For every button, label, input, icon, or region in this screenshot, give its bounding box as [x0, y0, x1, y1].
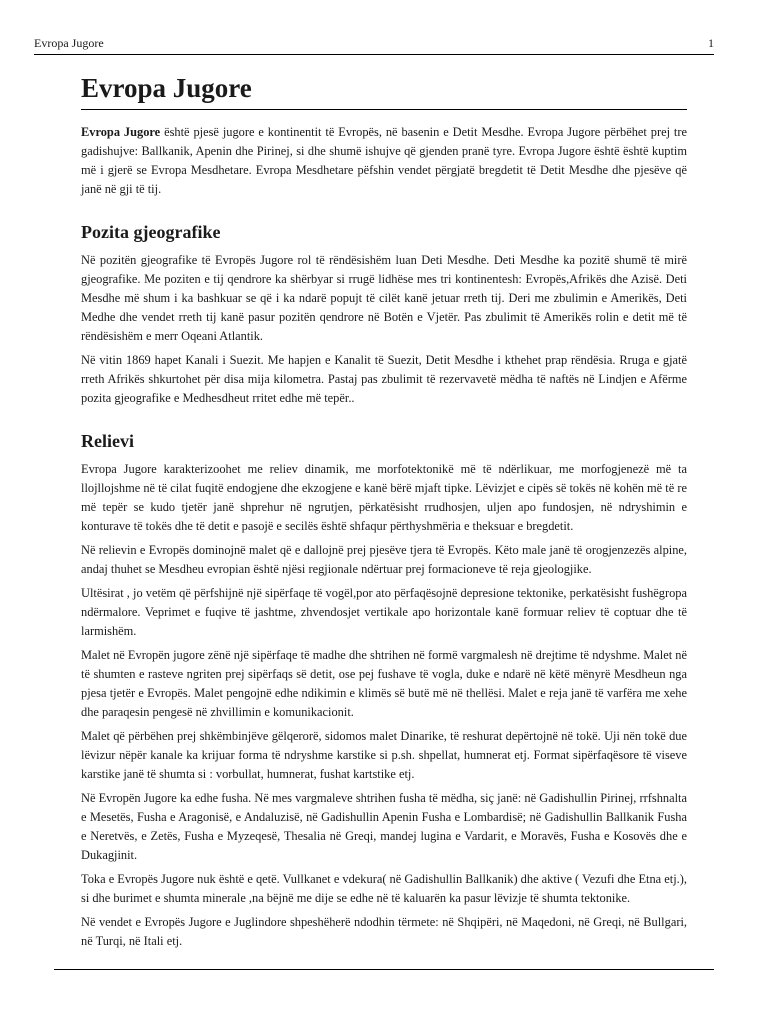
article-body: [81, 70, 687, 956]
running-header: [34, 36, 714, 55]
intro-bold-term: Evropa Jugore: [81, 125, 161, 139]
footer-rule: [54, 969, 714, 970]
relievi-paragraph-8: Në vendet e Evropës Jugore e Juglindore shpeshëherë ndodhin tërmete: në Shqipëri, në Maqedoni, në Greqi, në Bullgari, në Turqi, në Itali etj.: [81, 915, 687, 948]
running-header-title: Evropa Jugore: [34, 36, 104, 50]
relievi-paragraph-4: Malet në Evropën jugore zënë një sipërfaqe të madhe dhe shtrihen në formë vargmalesh në drejtime të ndyshme. Malet në të shumten e rasteve ngriten prej sipërfaqs së detit, ose pej fushave të vogla, duke e ndarë në këtë mënyrë Mesdheun nga pjesa tjetër e Evropës. Malet pengojnë edhe ndikimin e klimës së butë më në thellësi. Malet e reja janë të varfëra me xehe dhe paraqesin pengesë në zhvillimin e komunikacionit.: [81, 648, 687, 719]
pozita-paragraph-2: Në vitin 1869 hapet Kanali i Suezit. Me hapjen e Kanalit të Suezit, Detit Mesdhe i kthehet prap rëndësia. Rruga e gjatë rreth Afrikës shkurtohet për disa mija kilometra. Pastaj pas zbulimit të rezervavetë mëdha të naftës në Lindjen e Afërme pozita gjeografike e Medhesdheut rritet edhe më tepër..: [81, 353, 687, 405]
page-number: 1: [708, 36, 714, 50]
section-heading-relievi: Relievi: [81, 431, 134, 451]
relievi-paragraph-2: Në relievin e Evropës dominojnë malet që e dallojnë prej pjesëve tjera të Evropës. Këto male janë të orogjenzezës alpine, andaj thuhet se Mesdheu evropian është njësi regjionale ndërtuar prej formacioneve të reja gjeologjike.: [81, 543, 687, 576]
relievi-paragraph-3: Ultësirat , jo vetëm që përfshijnë një sipërfaqe të vogël,por ato përfaqësojnë depresione tektonike, perkatësisht fushëgropa ndërmalore. Veprimet e fuqive të jashtme, zhvendosjet vertikale apo horizontale kanë formuar reliev të coptuar dhe të larmishëm.: [81, 586, 687, 638]
relievi-paragraph-7: Toka e Evropës Jugore nuk është e qetë. Vullkanet e vdekura( në Gadishullin Ballkanik) dhe aktive ( Vezufi dhe Etna etj.), si dhe burimet e shumta minerale ,na bëjnë me dije se edhe në të kaluarën ka pasur lëvizje të shumta tektonike.: [81, 872, 687, 905]
pozita-paragraph-1: Në pozitën gjeografike të Evropës Jugore rol të rëndësishëm luan Deti Mesdhe. Deti Mesdhe ka pozitë shumë të mirë gjeografike. Me poziten e tij qendrore ka shërbyar si rrugë lidhëse mes tri kontinentesh: Evropës,Afrikës dhe Azisë. Deti Mesdhe më shum i ka bashkuar se që i ka ndarë popujt të cilët kanë jetuar rreth tij. Deri me zbulimin e Amerikës, Deti Medhe dhe vendet rreth tij kanë pasur pozitën qendrore në Botën e Vjetër. Pas zbulimit të Amerikës rolin e detit më të rëndësishëm e merr Oqeani Atlantik.: [81, 253, 687, 343]
intro-paragraph: [81, 123, 687, 199]
section-heading-pozita: Pozita gjeografike: [81, 222, 221, 242]
intro-text: është pjesë jugore e kontinentit të Evropës, në basenin e Detit Mesdhe. Evropa Jugore përbëhet prej tre gadishujve: Ballkanik, Apenin dhe Pirinej, si dhe shumë ishujve që gjenden pranë tyre. Evropa Jugore është është kuptim më i gjerë se Evropa Mesdhetare. Evropa Mesdhetare pëfshin vendet përgjatë bregdetit të Detit Mesdhe dhe pjesëve që janë në gji të tij.: [81, 125, 687, 196]
relievi-paragraph-1: Evropa Jugore karakterizoohet me reliev dinamik, me morfotektonikë më të ndërlikuar, me morfogjenezë më ta llojllojshme në të cilat fuqitë endogjene dhe ekzogjene e kanë bërë mjaft tipke. Lëvizjet e cipës së tokës në kohën më të re më tepër se kudo tjetër janë shprehur në ngrutjen, përkatësisht rrudhosjen, uljen apo fundosjen, në ndryshimin e konturave të tokës dhe të detit e pasojë e secilës është shfaqur përthyshmëria e theksuar e bregdetit.: [81, 462, 687, 533]
relievi-paragraph-6: Në Evropën Jugore ka edhe fusha. Në mes vargmaleve shtrihen fusha të mëdha, siç janë: në Gadishullin Pirinej, rrfshnalta e Mesetës, Fusha e Aragonisë, e Andaluzisë, në Gadishullin Apenin Fusha e Lombardisë; në Gadishullin Ballkanik Fusha e Neretvës, e Zetës, Fusha e Myzeqesë, Thesalia në Greqi, mandej lugina e Vardarit, e Moravës, Fusha e Kosovës dhe e Dukagjinit.: [81, 791, 687, 862]
relievi-paragraph-5: Malet që përbëhen prej shkëmbinjëve gëlqerorë, sidomos malet Dinarike, të reshurat depërtojnë në tokë. Uji nën tokë due lëvizur nëpër kanale ka krijuar forma të ndryshme karstike si p.sh. shpellat, humnerat etj. Format sipërfaqësore të viseve karstike janë të shumta si : vorbullat, humnerat, fushat kartstike etj.: [81, 729, 687, 781]
page-title: Evropa Jugore: [81, 70, 687, 110]
